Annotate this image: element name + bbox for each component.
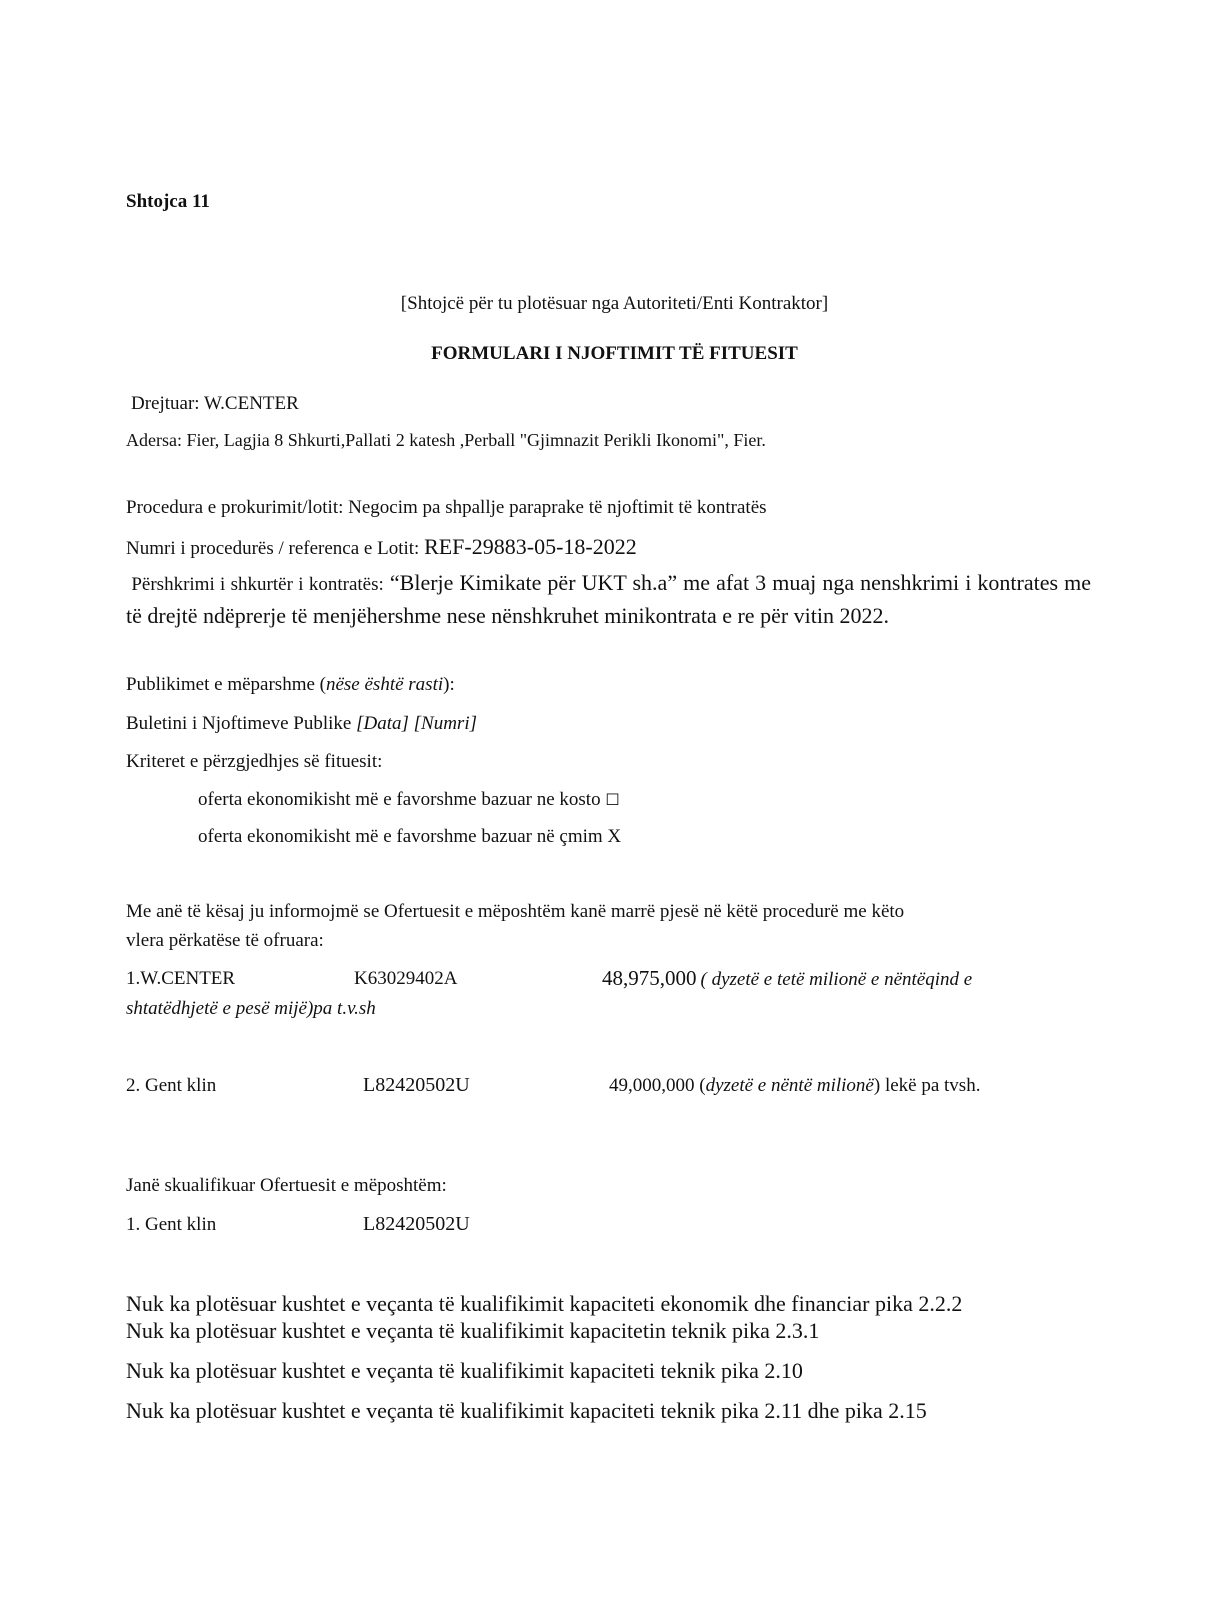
bid-1-amount: 48,975,000 [602,966,697,990]
procedure-line [126,496,767,520]
reference-value: REF-29883-05-18-2022 [424,534,637,559]
publications-line [126,673,455,697]
criteria-option-price [198,825,621,849]
bulletin-line [126,712,477,736]
criteria-label: Kriteret e përzgjedhjes së fituesit: [126,751,383,772]
description-label: Përshkrimi i shkurtër i kontratës: [131,574,384,595]
bids-intro-line1: Me anë të kësaj ju informojmë se Ofertuesit e mëposhtëm kanë marrë pjesë në këtë procedurë me këto [126,901,905,922]
annex-label: Shtojca 11 [126,191,210,212]
criteria-option-cost-text: oferta ekonomikisht më e favorshme bazuar ne kosto [198,789,601,810]
reason-1: Nuk ka plotësuar kushtet e veçanta të kualifikimit kapaciteti ekonomik dhe financiar pika 2.2.2 [126,1291,963,1316]
recipient-name: Drejtuar: W.CENTER [131,393,299,414]
bid-2-amount: 49,000,000 ( [609,1075,706,1096]
bid-1-amount-line [602,966,972,993]
bulletin-label: Buletini i Njoftimeve Publike [126,713,352,734]
description-value: “Blerje Kimikate për UKT sh.a” me afat 3 muaj nga nenshkrimi i kontrates me të drejtë ndëprerje të menjëhershme nese nënshkruhet minikontrata e re për vitin 2022. [126,570,1092,628]
publications-note: nëse është rasti [325,674,444,695]
annex-subtitle: [Shtojcë për tu plotësuar nga Autoriteti/Enti Kontraktor] [400,293,829,314]
disqualified-label: Janë skualifikuar Ofertuesit e mëposhtëm: [126,1175,447,1196]
bid-2-amount-words: dyzetë e nëntë milionë [705,1075,874,1096]
reference-line [126,535,637,561]
reason-4: Nuk ka plotësuar kushtet e veçanta të kualifikimit kapaciteti teknik pika 2.11 dhe pika 2.15 [126,1398,927,1423]
contract-description [126,567,1091,631]
reason-2: Nuk ka plotësuar kushtet e veçanta të kualifikimit kapacitetin teknik pika 2.3.1 [126,1318,820,1343]
form-title: FORMULARI I NJOFTIMIT TË FITUESIT [431,343,798,364]
bid-1-amount-words-b: shtatëdhjetë e pesë mijë)pa t.v.sh [126,998,376,1019]
bid-2-amount-suffix: ) lekë pa tvsh. [873,1075,981,1096]
criteria-selected-mark: X [607,826,622,847]
publications-label: Publikimet e mëparshme ( [126,674,326,695]
bulletin-fields: [Data] [Numri] [356,713,477,734]
publications-label-end: ): [443,674,455,695]
disqualified-1-name: 1. Gent klin [126,1214,217,1235]
bid-2-name: 2. Gent klin [126,1075,217,1096]
reference-label: Numri i procedurës / referenca e Lotit: [126,538,420,559]
bid-1-name: 1.W.CENTER [126,968,236,989]
procedure-value: Negocim pa shpallje paraprake të njoftimit të kontratës [348,497,767,518]
bid-2-nipt: L82420502U [363,1074,470,1096]
bids-intro-line2: vlera përkatëse të ofruara: [126,930,324,951]
bid-2-amount-line [609,1074,980,1098]
recipient-address: Adersa: Fier, Lagjia 8 Shkurti,Pallati 2 katesh ,Perball "Gjimnazit Perikli Ikonomi", Fier. [126,430,766,450]
reason-3: Nuk ka plotësuar kushtet e veçanta të kualifikimit kapaciteti teknik pika 2.10 [126,1358,803,1383]
disqualified-1-nipt: L82420502U [363,1213,470,1235]
procedure-label: Procedura e prokurimit/lotit: [126,497,344,518]
bid-1-nipt: K63029402A [354,968,458,989]
checkbox-empty-icon: ☐ [605,790,620,809]
criteria-option-price-text: oferta ekonomikisht më e favorshme bazuar në çmim [198,826,603,847]
bid-1-amount-words-a: ( dyzetë e tetë milionë e nëntëqind e [700,969,973,990]
criteria-option-cost [198,788,620,812]
